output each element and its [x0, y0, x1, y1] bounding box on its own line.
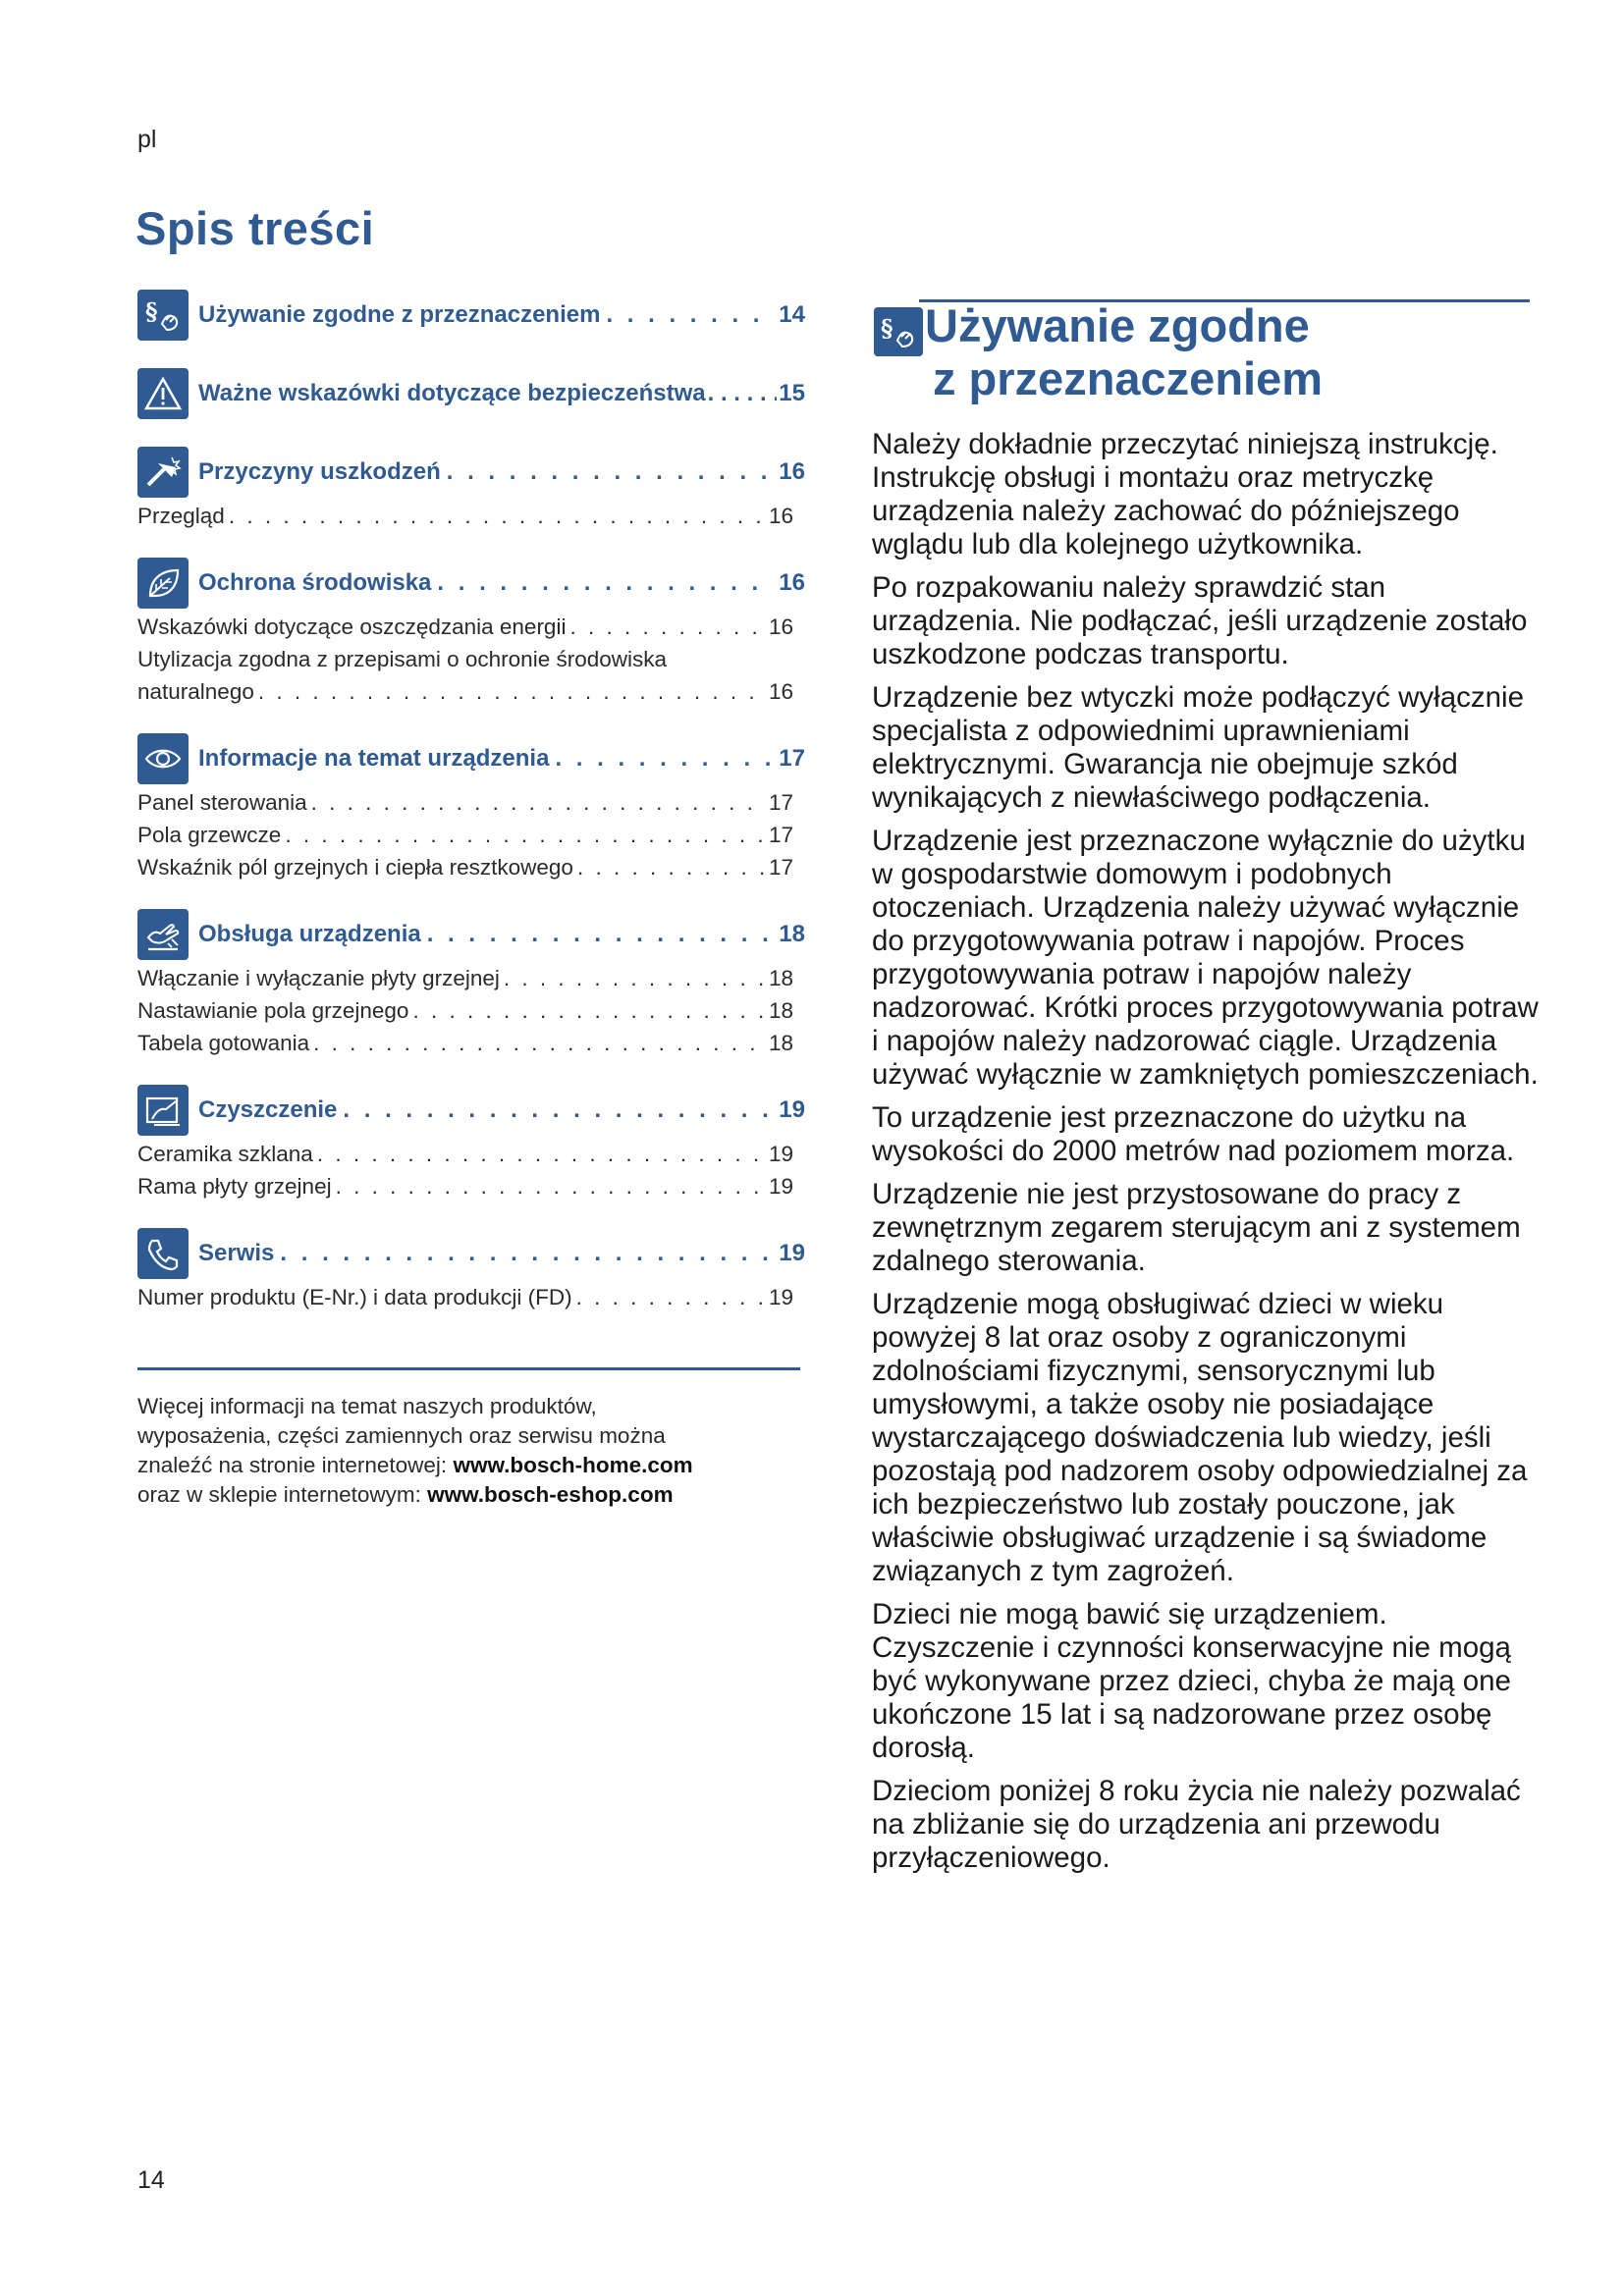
section-body [872, 428, 1540, 1885]
toc-page-number: 14 [779, 301, 805, 328]
toc-section-environment [137, 556, 805, 708]
eye-icon [137, 733, 189, 784]
paragraph: Dzieciom poniżej 8 roku życia nie należy pozwalać na zbliżanie się do urządzenia ani przewodu przyłączeniowego. [872, 1775, 1521, 1874]
cleaning-icon [137, 1085, 189, 1136]
toc-link-operation[interactable] [137, 907, 805, 962]
paragraph: Urządzenie nie jest przystosowane do pracy z zewnętrznym zegarem sterującym ani z systemem zdalnego sterowania. [872, 1178, 1521, 1277]
toc-link-damage[interactable] [137, 445, 805, 500]
damage-icon [137, 447, 189, 498]
toc-section-label: Czyszczenie [198, 1096, 338, 1123]
intended-use-icon [137, 290, 189, 341]
toc-link-cleaning[interactable] [137, 1083, 805, 1138]
toc-link-service[interactable] [137, 1226, 805, 1281]
toc-link-safety[interactable] [137, 366, 805, 421]
toc-section-service [137, 1226, 805, 1313]
toc-section-label: Ważne wskazówki dotyczące bezpieczeństwa [198, 380, 706, 406]
toc-section-label: Serwis [198, 1240, 275, 1266]
warning-icon [137, 368, 189, 419]
page-number: 14 [137, 2166, 165, 2194]
table-of-contents [137, 288, 805, 1337]
toc-section-intended-use [137, 288, 805, 343]
toc-subsection[interactable]: Nastawianie pola grzejnego . . . 18 [137, 994, 805, 1027]
paragraph: Dzieci nie mogą bawić się urządzeniem. Czyszczenie i czynności konserwacyjne nie mogą być wykonywane przez dzieci, chyba że mają one ukończone 15 lat i są nadzorowane przez osobę dorosłą. [872, 1598, 1511, 1764]
toc-page-number: 16 [779, 569, 805, 596]
toc-subsection[interactable]: Utylizacja zgodna z przepisami o ochronie środowiska naturalnego . . . 16 [137, 643, 805, 708]
paragraph: Po rozpakowaniu należy sprawdzić stan urządzenia. Nie podłączać, jeśli urządzenie zostało uszkodzone podczas transportu. [872, 571, 1528, 670]
toc-page-number: 18 [779, 921, 805, 947]
phone-icon [137, 1228, 189, 1279]
divider-rule [137, 1367, 800, 1370]
toc-link-intended-use[interactable] [137, 288, 805, 343]
toc-section-cleaning [137, 1083, 805, 1202]
toc-page-number: 15 [779, 380, 805, 406]
toc-section-label: Używanie zgodne z przeznaczeniem [198, 301, 601, 328]
svg-text:§: § [881, 314, 893, 343]
toc-title: Spis treści [135, 202, 375, 254]
toc-subsection[interactable]: Tabela gotowania . . . 18 [137, 1027, 805, 1059]
toc-link-environment[interactable] [137, 556, 805, 611]
toc-subsection[interactable]: Pola grzewcze . . . 17 [137, 819, 805, 851]
paragraph: Urządzenie bez wtyczki może podłączyć wyłącznie specjalista z odpowiednimi uprawnieniami elektrycznymi. Gwarancja nie obejmuje szkód wynikających z niewłaściwego podłączenia. [872, 681, 1525, 814]
toc-subsection[interactable]: Numer produktu (E-Nr.) i data produkcji (FD) . . . 19 [137, 1281, 805, 1313]
toc-page-number: 17 [779, 745, 805, 772]
website-link[interactable]: www.bosch-home.com [453, 1453, 693, 1477]
toc-section-appliance-info [137, 731, 805, 883]
hand-operation-icon [137, 909, 189, 960]
more-info-text: Więcej informacji na temat naszych produktów, wyposażenia, części zamiennych oraz serwisu można znaleźć na stronie internetowej: www.bosch-home.com oraz w sklepie internetowym: www.bosch-eshop.com [137, 1394, 693, 1507]
toc-section-label: Przyczyny uszkodzeń [198, 458, 441, 485]
toc-section-operation [137, 907, 805, 1059]
toc-section-label: Obsługa urządzenia [198, 921, 421, 947]
toc-subsection[interactable]: Ceramika szklana . . . 19 [137, 1138, 805, 1170]
toc-subsection[interactable]: Wskazówki dotyczące oszczędzania energii . . . 16 [137, 611, 805, 643]
language-code: pl [137, 126, 157, 153]
toc-section-label: Ochrona środowiska [198, 569, 432, 596]
toc-page-number: 19 [779, 1096, 805, 1123]
intended-use-icon [874, 307, 923, 356]
toc-subsection[interactable]: Przegląd . . . 16 [137, 500, 805, 532]
toc-page-number: 19 [779, 1240, 805, 1266]
toc-page-number: 16 [779, 458, 805, 485]
section-title: Używanie zgodne z przeznaczeniem [925, 299, 1324, 404]
toc-link-appliance-info[interactable] [137, 731, 805, 786]
toc-subsection[interactable]: Włączanie i wyłączanie płyty grzejnej . . . 18 [137, 962, 805, 994]
toc-section-damage [137, 445, 805, 532]
toc-subsection[interactable]: Panel sterowania . . . 17 [137, 786, 805, 819]
toc-section-label: Informacje na temat urządzenia [198, 745, 550, 772]
paragraph: Urządzenie jest przeznaczone wyłącznie do użytku w gospodarstwie domowym i podobnych otoczeniach. Urządzenia należy używać wyłącznie do przygotowywania potraw i napojów. Proces przygotowywania potraw i napojów należy nadzorować. Krótki proces przygotowywania potraw i napojów należy nadzorować ciągle. Urządzenia używać wyłącznie w zamkniętych pomieszczeniach. [872, 825, 1539, 1091]
toc-subsection[interactable]: Rama płyty grzejnej . . . 19 [137, 1170, 805, 1202]
svg-text:§: § [145, 297, 158, 326]
eshop-link[interactable]: www.bosch-eshop.com [427, 1482, 674, 1507]
paragraph: Należy dokładnie przeczytać niniejszą instrukcję. Instrukcję obsługi i montażu oraz metryczkę urządzenia należy zachować do późniejszego wglądu lub dla kolejnego użytkownika. [872, 428, 1498, 561]
toc-subsection[interactable]: Wskaźnik pól grzejnych i ciepła resztkowego . . . 17 [137, 851, 805, 883]
paragraph: Urządzenie mogą obsługiwać dzieci w wieku powyżej 8 lat oraz osoby z ograniczonymi zdolnościami fizycznymi, sensorycznymi lub umysłowymi, a także osoby nie posiadające wystarczającego doświadczenia lub wiedzy, jeśli pozostają pod nadzorem osoby odpowiedzialnej za ich bezpieczeństwo lub zostały pouczone, jak właściwie obsługiwać urządzenie i są świadome związanych z tym zagrożeń. [872, 1288, 1528, 1587]
toc-section-safety [137, 366, 805, 421]
paragraph: To urządzenie jest przeznaczone do użytku na wysokości do 2000 metrów nad poziomem morza. [872, 1101, 1515, 1167]
leaf-icon [137, 558, 189, 609]
